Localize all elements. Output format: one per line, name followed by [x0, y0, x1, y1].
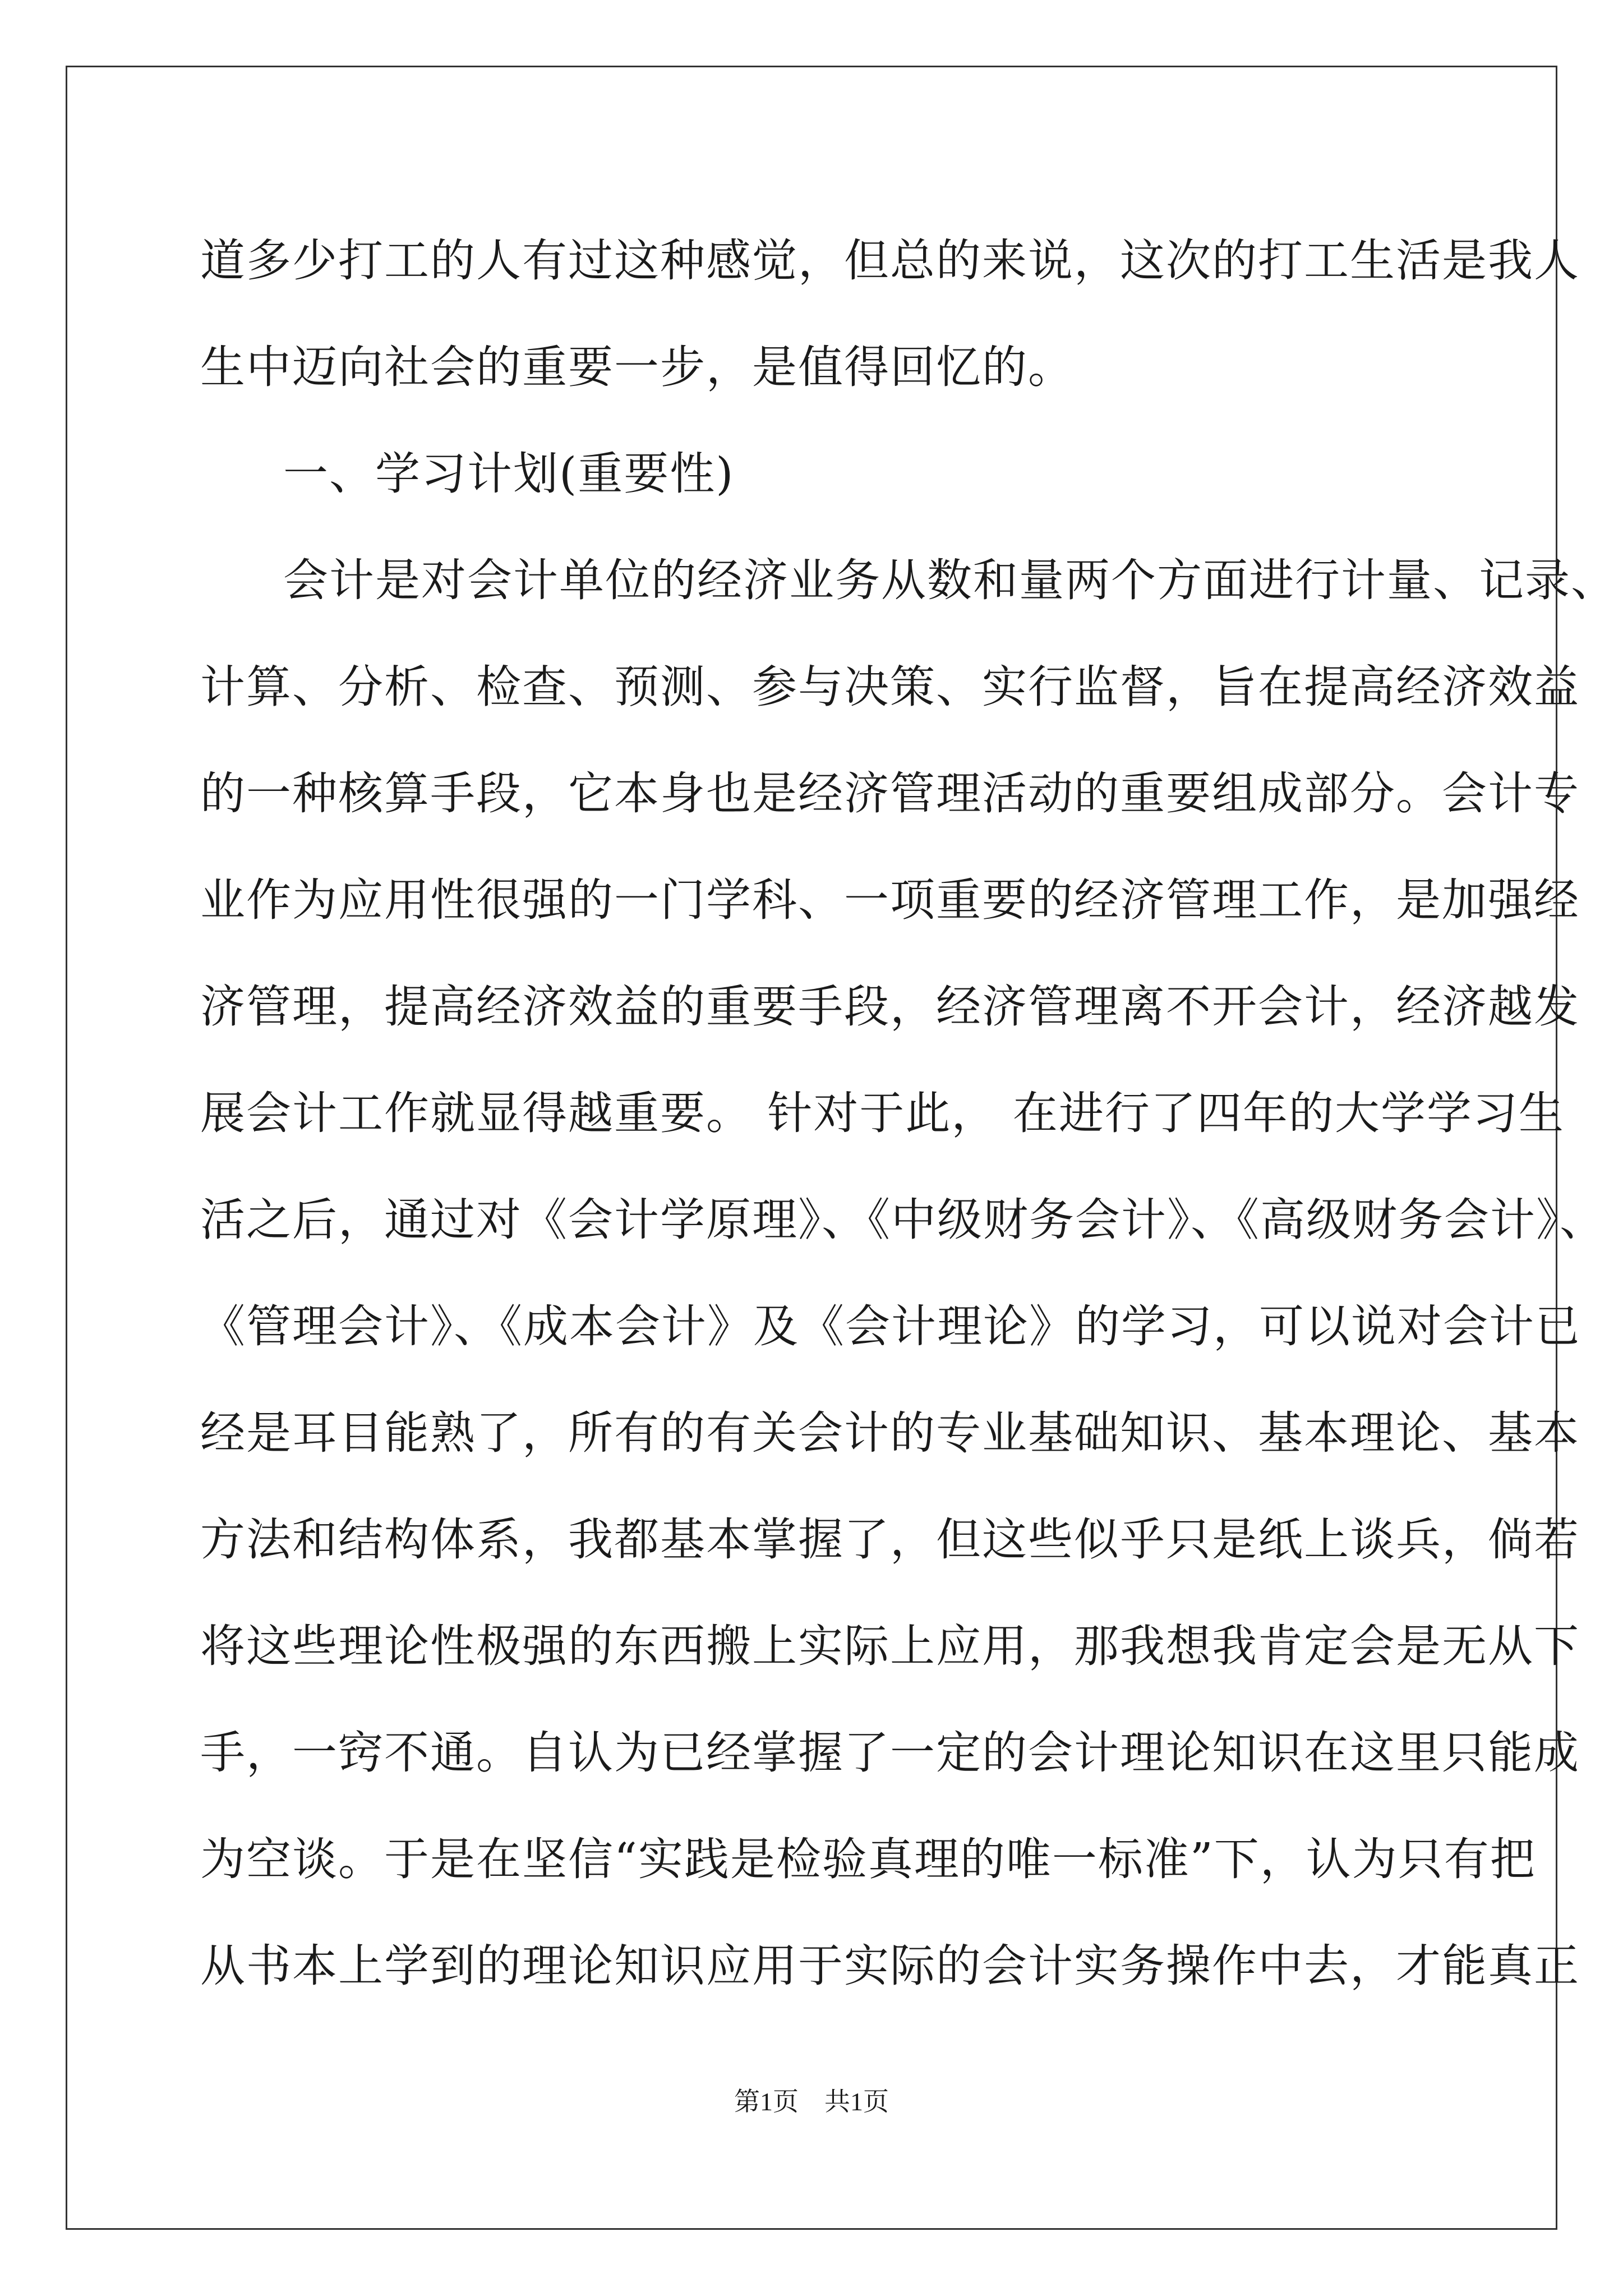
- page-footer: [0, 2081, 1623, 2118]
- text-line: 从书本上学到的理论知识应用于实际的会计实务操作中去，才能真正: [200, 1940, 1580, 1992]
- text-line: 生中迈向社会的重要一步，是值得回忆的。: [200, 341, 1074, 393]
- section-heading: 一、学习计划(重要性): [283, 448, 735, 500]
- text-line: 道多少打工的人有过这种感觉，但总的来说，这次的打工生活是我人: [200, 234, 1580, 287]
- text-line: 手，一窍不通。自认为已经掌握了一定的会计理论知识在这里只能成: [200, 1727, 1580, 1779]
- text-line: 济管理，提高经济效益的重要手段，经济管理离不开会计，经济越发: [200, 981, 1580, 1033]
- text-line: 经是耳目能熟了，所有的有关会计的专业基础知识、基本理论、基本: [200, 1407, 1580, 1459]
- page-number: 第1页: [734, 2087, 799, 2116]
- paragraph-first-line: 会计是对会计单位的经济业务从数和量两个方面进行计量、记录、: [283, 554, 1617, 606]
- text-line: 活之后，通过对《会计学原理》、《中级财务会计》、《高级财务会计》、: [200, 1194, 1606, 1246]
- text-line: 《管理会计》、《成本会计》及《会计理论》的学习，可以说对会计已: [200, 1300, 1581, 1352]
- text-line: 业作为应用性很强的一门学科、一项重要的经济管理工作，是加强经: [200, 874, 1580, 926]
- text-line: 的一种核算手段，它本身也是经济管理活动的重要组成部分。会计专: [200, 767, 1580, 820]
- text-line: 将这些理论性极强的东西搬上实际上应用，那我想我肯定会是无从下: [200, 1620, 1580, 1672]
- document-body: [200, 208, 1617, 2019]
- text-line: 方法和结构体系，我都基本掌握了，但这些似乎只是纸上谈兵，倘若: [200, 1513, 1580, 1566]
- page-total: 共1页: [824, 2087, 889, 2116]
- text-line: 展会计工作就显得越重要。 针对于此， 在进行了四年的大学学习生: [200, 1087, 1565, 1139]
- text-line: 计算、分析、检查、预测、参与决策、实行监督，旨在提高经济效益: [200, 661, 1580, 713]
- text-line: 为空谈。于是在坚信“实践是检验真理的唯一标准”下，认为只有把: [200, 1833, 1536, 1885]
